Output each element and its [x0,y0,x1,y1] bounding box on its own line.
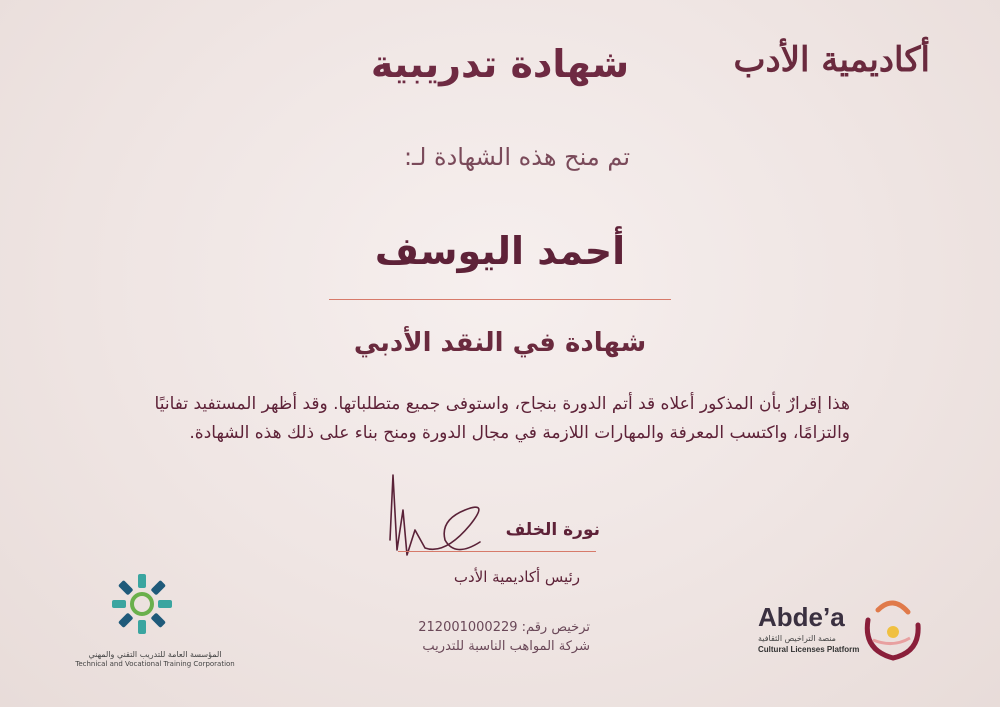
abdea-brand: Abde’a [758,602,845,632]
body-line-1: هذا إقرارٌ بأن المذكور أعلاه قد أتم الدورة بنجاح، واستوفى جميع متطلباتها. وقد أظهر المستفيد تفانيًا [154,394,850,414]
academy-logo: أكاديمية الأدب [733,40,930,80]
license-info [380,618,590,656]
license-number: ترخيص رقم: 212001000229 [418,620,590,635]
tvtc-name-en: Technical and Vocational Training Corporation [75,660,235,668]
awarded-to-label: تم منح هذه الشهادة لـ: [403,143,630,171]
course-title: شهادة في النقد الأدبي [353,328,647,358]
body-line-2: والتزامًا، واكتسب المعرفة والمهارات اللازمة في مجال الدورة ومنح بناء على ذلك هذه الشهادة. [189,423,850,443]
recipient-name: أحمد اليوسف [374,229,626,273]
abdea-tagline-en: Cultural Licenses Platform [758,645,860,654]
certificate-body [150,390,850,448]
signature-line [398,551,596,552]
abdea-tagline-ar: منصة التراخيص الثقافية [758,634,836,643]
tvtc-name-ar: المؤسسة العامة للتدريب التقني والمهني [88,650,222,659]
name-underline [329,299,671,300]
certificate-title: شهادة تدريبية [370,42,630,86]
signer-name: نورة الخلف [505,520,600,540]
signer-title: رئيس أكاديمية الأدب [453,568,580,586]
handwritten-signature-icon [385,470,505,560]
abdea-logo-icon [858,590,928,665]
license-company: شركة المواهب الناسبة للتدريب [422,639,590,654]
